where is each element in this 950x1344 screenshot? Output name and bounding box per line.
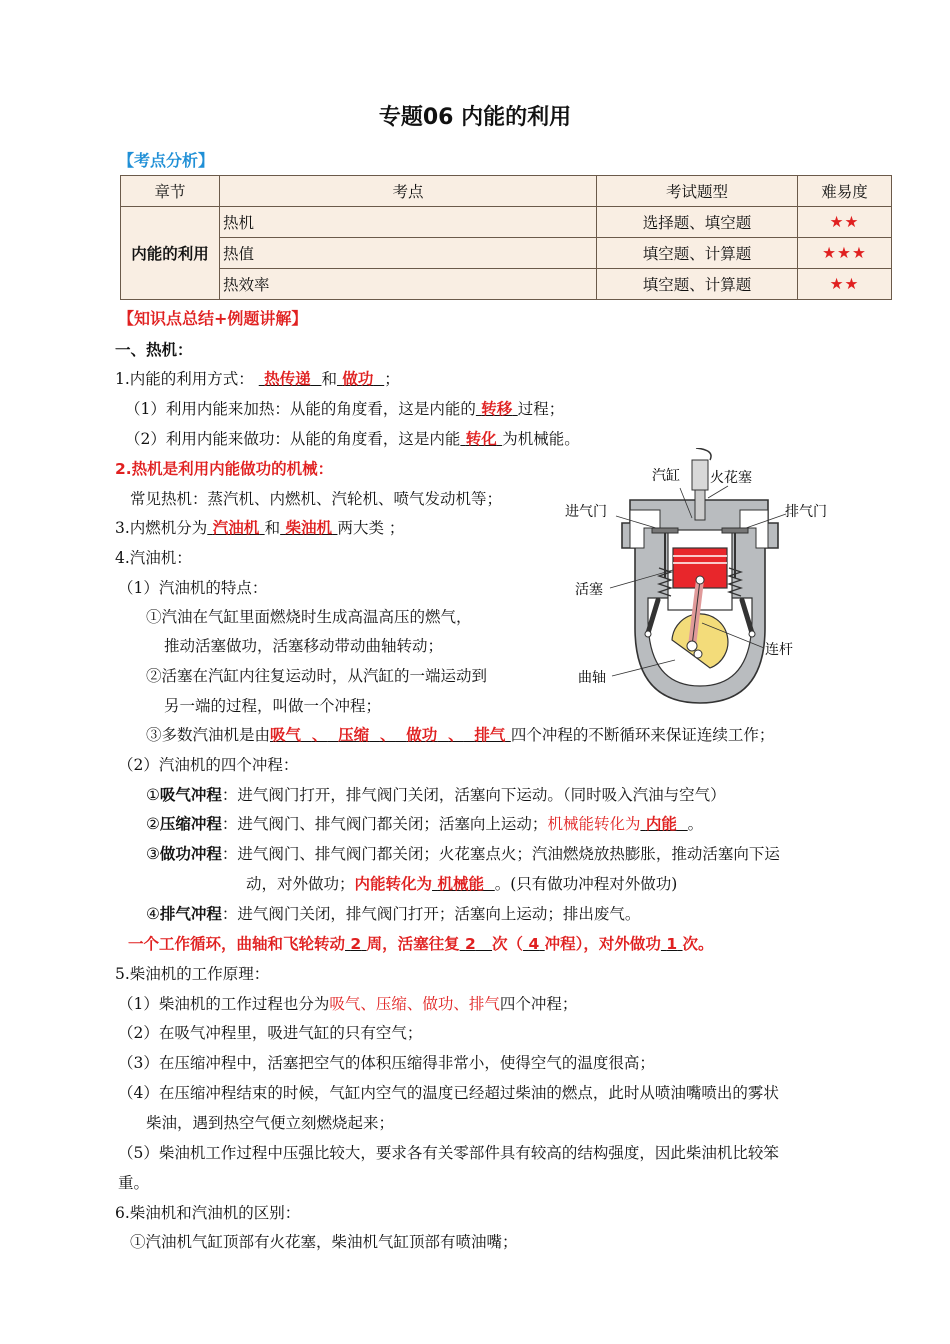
para-4-1a: ①汽油在气缸里面燃烧时生成高温高压的燃气， — [146, 608, 472, 626]
para-2-1: 常见热机：蒸汽机、内燃机、汽轮机、喷气发动机等； — [130, 490, 503, 508]
para-5-3: （3）在压缩冲程中，活塞把空气的体积压缩得非常小，使得空气的温度很高； — [118, 1054, 655, 1072]
type-cell: 填空题、计算题 — [597, 238, 798, 269]
difficulty-stars: ★★★ — [798, 238, 892, 269]
para-6-1: ①汽油机气缸顶部有火花塞，柴油机气缸顶部有喷油嘴； — [130, 1233, 518, 1251]
stroke-power: ③做功冲程：进气阀门、排气阀门都关闭；火花塞点火；汽油燃烧放热膨胀，推动活塞向下运 — [146, 845, 780, 863]
text: （2）利用内能来做功：从能的角度看，这是内能 — [125, 430, 461, 448]
chapter-cell: 内能的利用 — [121, 207, 220, 300]
table-header: 考点 — [220, 176, 597, 207]
text: 1.内能的利用方式： — [115, 370, 254, 388]
text: 和 — [264, 519, 281, 537]
heading-heat-engine: 一、热机： — [115, 341, 193, 359]
text: ：进气阀门、排气阀门都关闭；活塞向上运动； — [221, 815, 548, 833]
para-3 — [115, 516, 404, 538]
text: ：进气阀门、排气阀门都关闭；火花塞点火；汽油燃烧放热膨胀，推动活塞向下运 — [221, 845, 780, 863]
difficulty-stars: ★★ — [798, 269, 892, 300]
table-row — [121, 269, 892, 300]
answer-blank: 压缩 、 — [338, 726, 396, 744]
table-header: 章节 — [121, 176, 220, 207]
label-connecting-rod: 连杆 — [765, 642, 793, 658]
label-intake-valve: 进气门 — [565, 504, 607, 520]
text: 过程； — [517, 400, 565, 418]
para-1 — [115, 367, 400, 389]
text: （1）利用内能来加热：从能的角度看，这是内能的 — [125, 400, 476, 418]
label-exhaust-valve: 排气门 — [785, 504, 827, 520]
stroke-exhaust: ④排气冲程：进气阀门关闭，排气阀门打开；活塞向上运动；排出废气。 — [146, 905, 641, 923]
point-cell: 热效率 — [220, 269, 597, 300]
label-piston: 活塞 — [575, 582, 603, 598]
answer-blank: 吸气 、 — [270, 726, 328, 744]
para-1-1 — [125, 397, 564, 419]
label-crankshaft: 曲轴 — [578, 670, 606, 686]
cycle-summary: 一个工作循环，曲轴和飞轮转动 2 周，活塞往复 2 次（ 4 冲程），对外做功 1 次。 — [128, 935, 714, 953]
answer-blank: 内能 — [645, 815, 677, 833]
para-4-1b: ②活塞在汽缸内往复运动时，从汽缸的一端运动到 — [146, 667, 488, 685]
answer-blank: 汽油机 — [212, 519, 260, 537]
text: ； — [384, 370, 400, 388]
answer-blank: 做功 、 — [406, 726, 464, 744]
type-cell: 填空题、计算题 — [597, 269, 798, 300]
stroke-name: 吸气冲程 — [159, 786, 222, 804]
text: 两大类 ； — [337, 519, 405, 537]
exam-point-table — [120, 175, 892, 300]
para-4-2: （2）汽油机的四个冲程： — [118, 756, 299, 774]
para-4: 4.汽油机： — [115, 549, 192, 567]
section-summary: 【知识点总结+例题讲解】 — [118, 309, 308, 328]
text: ：进气阀门关闭，排气阀门打开；活塞向上运动；排出废气。 — [221, 905, 641, 923]
answer-blank: 柴油机 — [285, 519, 333, 537]
para-6: 6.柴油机和汽油机的区别： — [115, 1204, 301, 1222]
stroke-name: 排气冲程 — [159, 905, 222, 923]
answer-blank: 做功 — [342, 370, 374, 388]
section-analysis: 【考点分析】 — [118, 151, 215, 170]
point-cell: 热值 — [220, 238, 597, 269]
table-row — [121, 207, 892, 238]
text: 吸气、压缩、做功、排气 — [329, 995, 500, 1013]
stroke-name: 做功冲程 — [159, 845, 222, 863]
para-5: 5.柴油机的工作原理： — [115, 965, 270, 983]
para-5-2: （2）在吸气冲程里，吸进气缸的只有空气； — [118, 1024, 423, 1042]
table-row — [121, 238, 892, 269]
table-header-row — [121, 176, 892, 207]
engine-diagram — [560, 448, 845, 718]
text: 3.内燃机分为 — [115, 519, 208, 537]
difficulty-stars: ★★ — [798, 207, 892, 238]
text: 机械能转化为 — [547, 815, 641, 833]
text: ：进气阀门打开，排气阀门关闭，活塞向下运动。（同时吸入汽油与空气） — [221, 786, 726, 804]
para-4-1c — [146, 723, 774, 745]
answer-blank: 转移 — [481, 400, 513, 418]
stroke-compression: ②压缩冲程：进气阀门、排气阀门都关闭；活塞向上运动；机械能转化为 内能 。 — [146, 815, 704, 833]
text: 为机械能。 — [502, 430, 580, 448]
para-5-1: （1）柴油机的工作过程也分为吸气、压缩、做功、排气四个冲程； — [118, 995, 578, 1013]
text: 内能转化为 — [354, 875, 433, 893]
page-title: 专题06 内能的利用 — [378, 105, 572, 130]
para-5-4: （4）在压缩冲程结束的时候，气缸内空气的温度已经超过柴油的燃点，此时从喷油嘴喷出的雾状 — [118, 1084, 779, 1102]
table-header: 考试题型 — [597, 176, 798, 207]
para-1-2 — [125, 427, 580, 449]
para-2: 2.热机是利用内能做功的机械： — [115, 460, 334, 478]
stroke-intake: ①吸气冲程：进气阀门打开，排气阀门关闭，活塞向下运动。（同时吸入汽油与空气） — [146, 786, 726, 804]
answer-blank: 热传递 — [264, 370, 311, 388]
stroke-power-2: 动，对外做功；内能转化为 机械能 。(只有做功冲程对外做功) — [246, 875, 678, 893]
label-spark-plug: 火花塞 — [710, 470, 752, 486]
para-4-1a2: 推动活塞做功，活塞移动带动曲轴转动； — [164, 637, 444, 655]
answer-blank: 机械能 — [437, 875, 484, 893]
answer-blank: 排气 — [474, 726, 506, 744]
para-5-4b: 柴油，遇到热空气便立刻燃烧起来； — [146, 1114, 395, 1132]
para-5-5b: 重。 — [118, 1174, 150, 1192]
answer-blank: 转化 — [465, 430, 497, 448]
para-5-5: （5）柴油机工作过程中压强比较大，要求各有关零部件具有较高的结构强度，因此柴油机比较笨 — [118, 1144, 779, 1162]
text: 和 — [321, 370, 337, 388]
para-4-1: （1）汽油机的特点： — [118, 579, 268, 597]
stroke-name: 压缩冲程 — [159, 815, 222, 833]
point-cell: 热机 — [220, 207, 597, 238]
table-header: 难易度 — [798, 176, 892, 207]
label-cylinder: 汽缸 — [652, 468, 680, 484]
type-cell: 选择题、填空题 — [597, 207, 798, 238]
text: ③多数汽油机是由 — [146, 726, 271, 744]
text: 四个冲程的不断循环来保证连续工作； — [510, 726, 775, 744]
para-4-1b2: 另一端的过程，叫做一个冲程； — [164, 697, 382, 715]
